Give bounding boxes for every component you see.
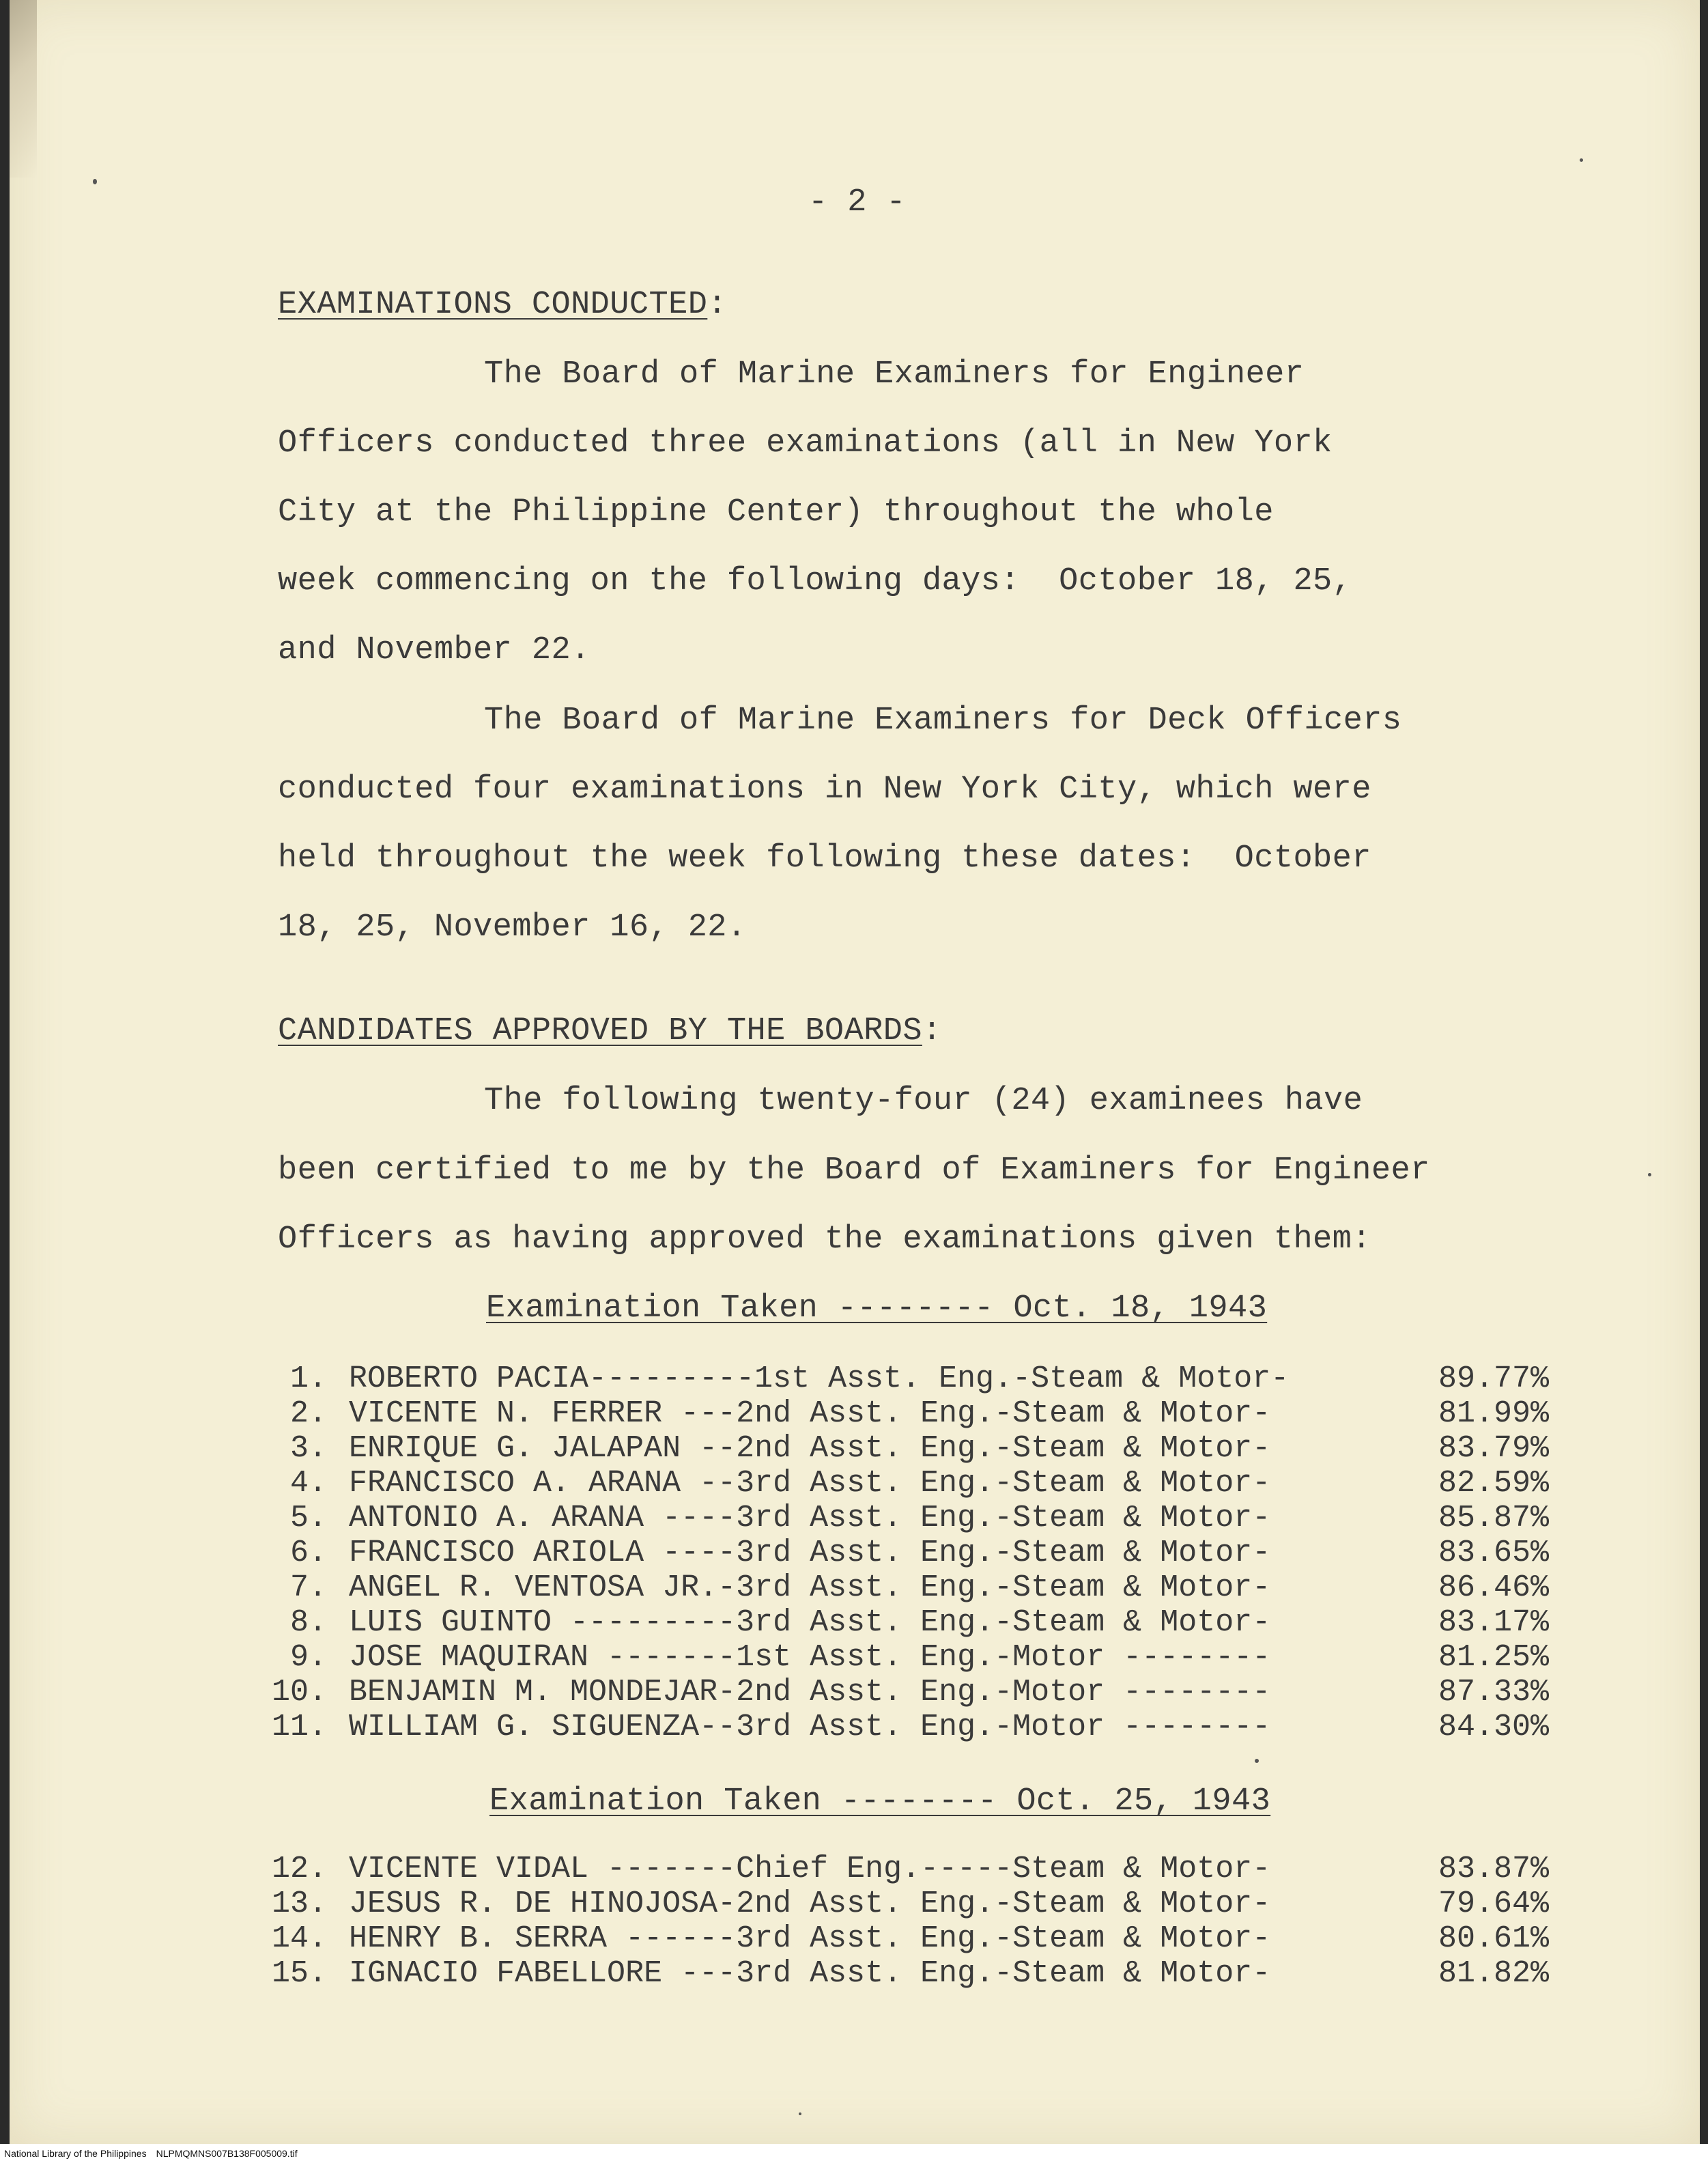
paragraph-line: conducted four examinations in New York City, which were <box>278 772 1371 808</box>
paper-speck <box>1255 1759 1259 1763</box>
table-row: 3. ENRIQUE G. JALAPAN --2nd Asst. Eng.-Steam & Motor- 83.79% <box>289 1431 1549 1466</box>
table-row: 11. WILLIAM G. SIGUENZA--3rd Asst. Eng.-Motor -------- 84.30% <box>271 1710 1549 1744</box>
table-row: 12. VICENTE VIDAL -------Chief Eng.-----Steam & Motor- 83.87% <box>271 1852 1549 1886</box>
page-number: - 2 - <box>808 184 907 221</box>
exam-heading-oct-25: Examination Taken -------- Oct. 25, 1943 <box>489 1783 1271 1820</box>
paragraph-line: and November 22. <box>278 632 590 668</box>
paper-speck <box>1580 158 1583 162</box>
paragraph-line: week commencing on the following days: October 18, 25, <box>278 563 1352 599</box>
paper-speck <box>799 2112 801 2115</box>
table-row: 4. FRANCISCO A. ARANA --3rd Asst. Eng.-Steam & Motor- 82.59% <box>289 1466 1549 1501</box>
table-row: 13. JESUS R. DE HINOJOSA-2nd Asst. Eng.-Steam & Motor- 79.64% <box>271 1886 1549 1921</box>
table-row: 10. BENJAMIN M. MONDEJAR-2nd Asst. Eng.-Motor -------- 87.33% <box>271 1675 1549 1710</box>
paragraph-line: City at the Philippine Center) throughout the whole <box>278 494 1274 531</box>
paragraph-line: held throughout the week following these dates: October <box>278 840 1371 877</box>
table-row: 15. IGNACIO FABELLORE ---3rd Asst. Eng.-Steam & Motor- 81.82% <box>271 1956 1549 1991</box>
paragraph-line: Officers conducted three examinations (all in New York <box>278 425 1333 462</box>
paper-speck <box>1648 1173 1651 1176</box>
table-row: 14. HENRY B. SERRA ------3rd Asst. Eng.-Steam & Motor- 80.61% <box>271 1921 1549 1956</box>
table-row: 7. ANGEL R. VENTOSA JR.-3rd Asst. Eng.-Steam & Motor- 86.46% <box>289 1570 1549 1605</box>
paragraph-line: 18, 25, November 16, 22. <box>278 909 747 946</box>
table-row: 1. ROBERTO PACIA---------1st Asst. Eng.-Steam & Motor- 89.77% <box>289 1361 1549 1396</box>
scan-footer <box>0 2144 1708 2163</box>
table-row: 2. VICENTE N. FERRER ---2nd Asst. Eng.-Steam & Motor- 81.99% <box>289 1396 1549 1431</box>
paragraph-line: Officers as having approved the examinations given them: <box>278 1221 1371 1258</box>
paragraph-line: The Board of Marine Examiners for Engineer <box>484 356 1305 393</box>
table-row: 9. JOSE MAQUIRAN -------1st Asst. Eng.-Motor -------- 81.25% <box>289 1640 1549 1675</box>
library-credit: National Library of the Philippines <box>4 2148 147 2159</box>
paragraph-line: The following twenty-four (24) examinees have <box>484 1083 1363 1119</box>
exam-heading-oct-18: Examination Taken -------- Oct. 18, 1943 <box>486 1290 1268 1327</box>
document-page <box>10 0 1700 2144</box>
paper-speck <box>93 179 97 184</box>
section-heading-candidates: CANDIDATES APPROVED BY THE BOARDS: <box>278 1013 942 1049</box>
table-row: 5. ANTONIO A. ARANA ----3rd Asst. Eng.-Steam & Motor- 85.87% <box>289 1501 1549 1536</box>
table-row: 8. LUIS GUINTO ---------3rd Asst. Eng.-Steam & Motor- 83.17% <box>289 1605 1549 1640</box>
section-heading-examinations: EXAMINATIONS CONDUCTED: <box>278 287 727 323</box>
file-name: NLPMQMNS007B138F005009.tif <box>156 2148 298 2159</box>
paragraph-line: been certified to me by the Board of Examiners for Engineer <box>278 1153 1430 1189</box>
table-row: 6. FRANCISCO ARIOLA ----3rd Asst. Eng.-Steam & Motor- 83.65% <box>289 1536 1549 1570</box>
paragraph-line: The Board of Marine Examiners for Deck Officers <box>484 703 1402 739</box>
